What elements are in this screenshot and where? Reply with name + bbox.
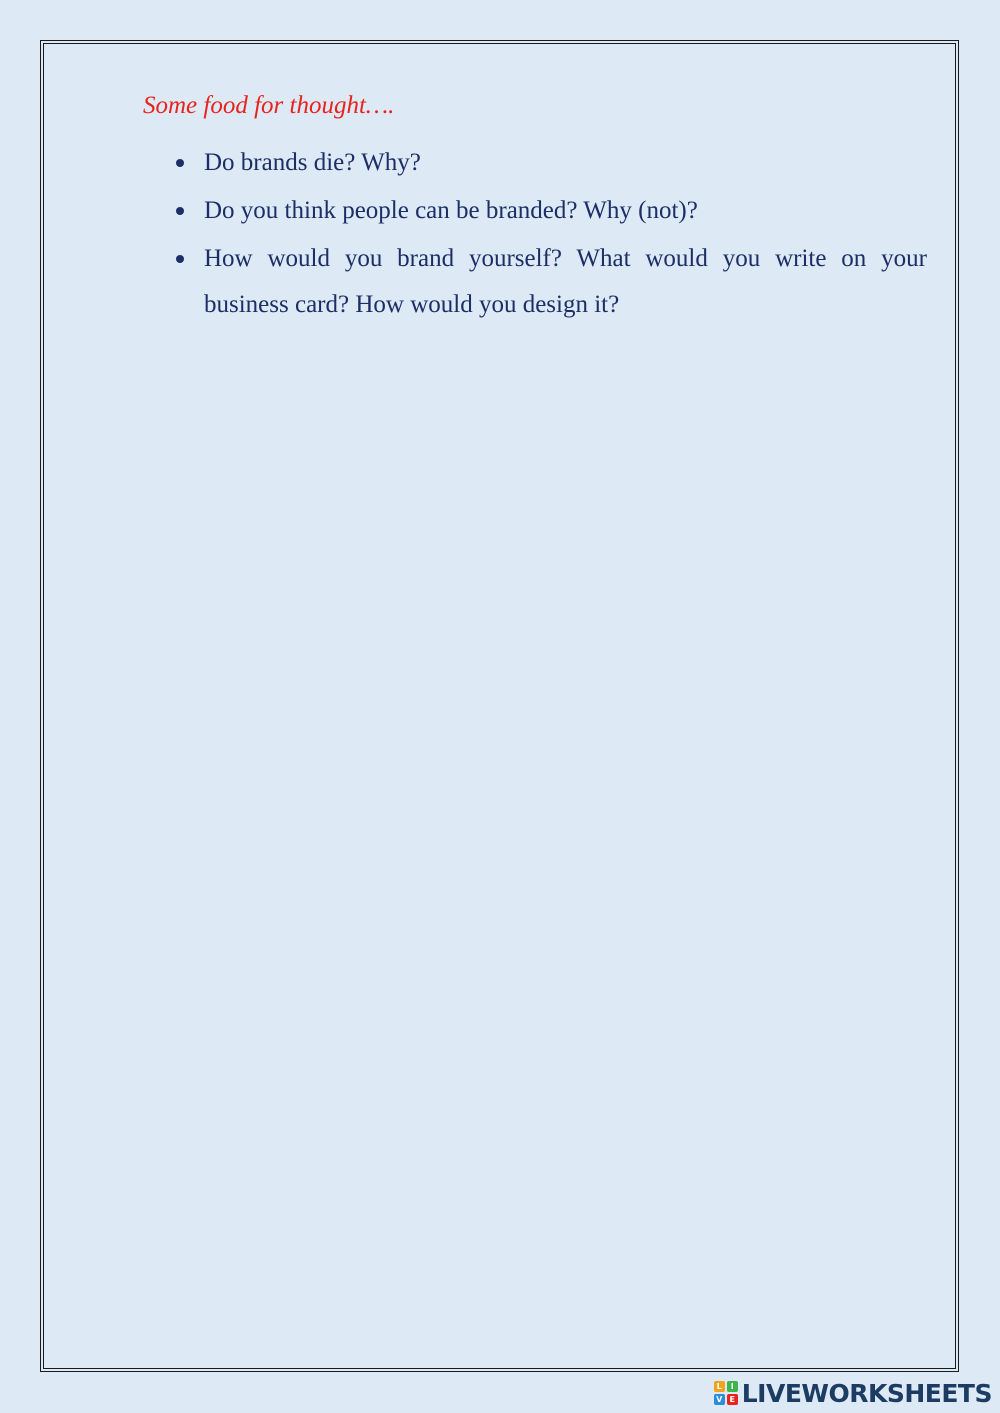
question-text: How would you brand yourself? What would you write on your business card? How would you design it? xyxy=(204,245,927,318)
logo-icon xyxy=(714,1381,738,1405)
logo-cell: L xyxy=(714,1381,725,1392)
liveworksheets-logo[interactable] xyxy=(714,1378,992,1408)
question-item xyxy=(143,188,927,234)
question-list xyxy=(143,140,927,330)
bullet-icon xyxy=(176,207,184,215)
question-item xyxy=(143,140,927,186)
logo-cell: V xyxy=(714,1394,725,1405)
logo-cell: E xyxy=(727,1394,738,1405)
bullet-icon xyxy=(176,255,184,263)
logo-text: LIVEWORKSHEETS xyxy=(741,1378,992,1408)
question-item xyxy=(143,236,927,328)
logo-cell: I xyxy=(727,1381,738,1392)
question-text: Do you think people can be branded? Why (not)? xyxy=(204,197,698,224)
bullet-icon xyxy=(176,159,184,167)
worksheet-heading: Some food for thought…. xyxy=(143,92,395,119)
question-text: Do brands die? Why? xyxy=(204,149,421,176)
